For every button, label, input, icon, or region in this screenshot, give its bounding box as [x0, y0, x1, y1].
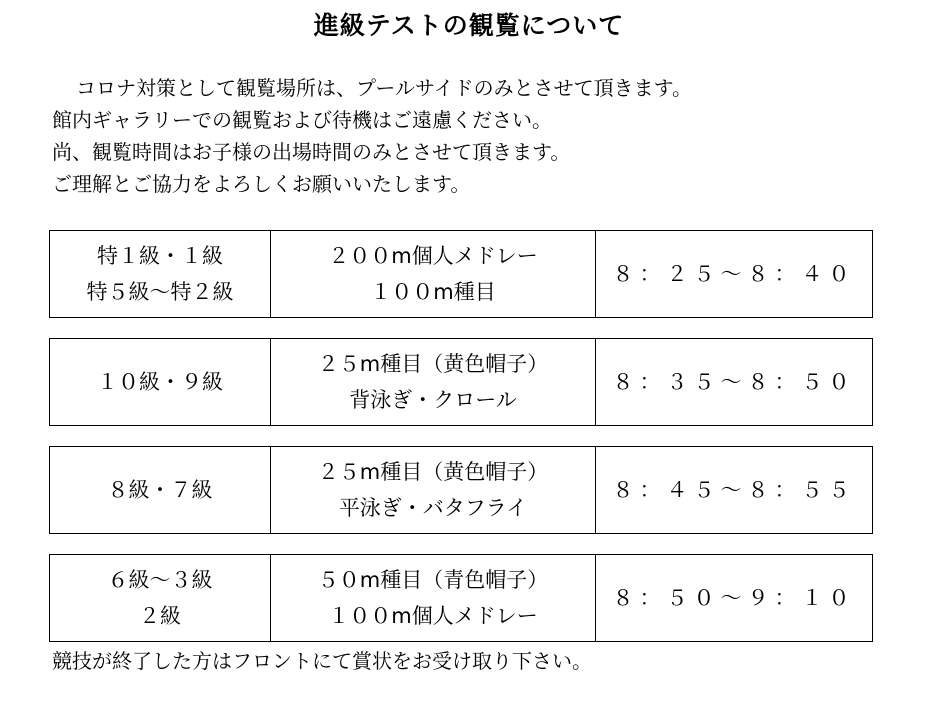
- event-label: １００m個人メドレー: [328, 604, 538, 628]
- schedule-row: [50, 447, 873, 534]
- schedule-table-2: [49, 338, 873, 426]
- intro-text: [52, 72, 912, 200]
- event-label: ２５m種目（黄色帽子）: [317, 460, 549, 484]
- grade-label: １０級・９級: [97, 370, 223, 394]
- time-cell: ８：５０〜９：１０: [596, 555, 873, 642]
- grade-label: ６級〜３級: [107, 568, 213, 592]
- footer-note: 競技が終了した方はフロントにて賞状をお受け取り下さい。: [52, 649, 592, 673]
- schedule-table-4: [49, 554, 873, 642]
- event-label: １００m種目: [370, 280, 496, 304]
- event-cell: [271, 447, 596, 534]
- event-label: ２００m個人メドレー: [328, 244, 538, 268]
- schedule-row: [50, 555, 873, 642]
- schedule-table-1: [49, 230, 873, 318]
- grade-cell: [50, 447, 271, 534]
- grade-label: 特１級・１級: [97, 244, 223, 268]
- event-label: 平泳ぎ・バタフライ: [338, 496, 528, 520]
- schedule-table-3: [49, 446, 873, 534]
- intro-line: コロナ対策として観覧場所は、プールサイドのみとさせて頂きます。: [76, 76, 692, 100]
- time-cell: ８：２５〜８：４０: [596, 231, 873, 318]
- event-cell: [271, 555, 596, 642]
- grade-cell: [50, 555, 271, 642]
- time-cell: ８：３５〜８：５０: [596, 339, 873, 426]
- schedule-row: [50, 231, 873, 318]
- time-cell: ８：４５〜８：５５: [596, 447, 873, 534]
- intro-line: 館内ギャラリーでの観覧および待機はご遠慮ください。: [52, 108, 552, 132]
- event-label: ５０m種目（青色帽子）: [317, 568, 549, 592]
- grade-label: ８級・７級: [107, 478, 213, 502]
- grade-cell: [50, 339, 271, 426]
- event-label: ２５m種目（黄色帽子）: [317, 352, 549, 376]
- event-cell: [271, 231, 596, 318]
- grade-label: ２級: [139, 604, 181, 628]
- grade-cell: [50, 231, 271, 318]
- event-cell: [271, 339, 596, 426]
- page-title: 進級テストの観覧について: [313, 11, 625, 40]
- intro-line: ご理解とご協力をよろしくお願いいたします。: [52, 172, 471, 196]
- schedule-row: [50, 339, 873, 426]
- intro-line: 尚、観覧時間はお子様の出場時間のみとさせて頂きます。: [52, 140, 571, 164]
- grade-label: 特５級〜特２級: [86, 280, 234, 304]
- event-label: 背泳ぎ・クロール: [349, 388, 517, 412]
